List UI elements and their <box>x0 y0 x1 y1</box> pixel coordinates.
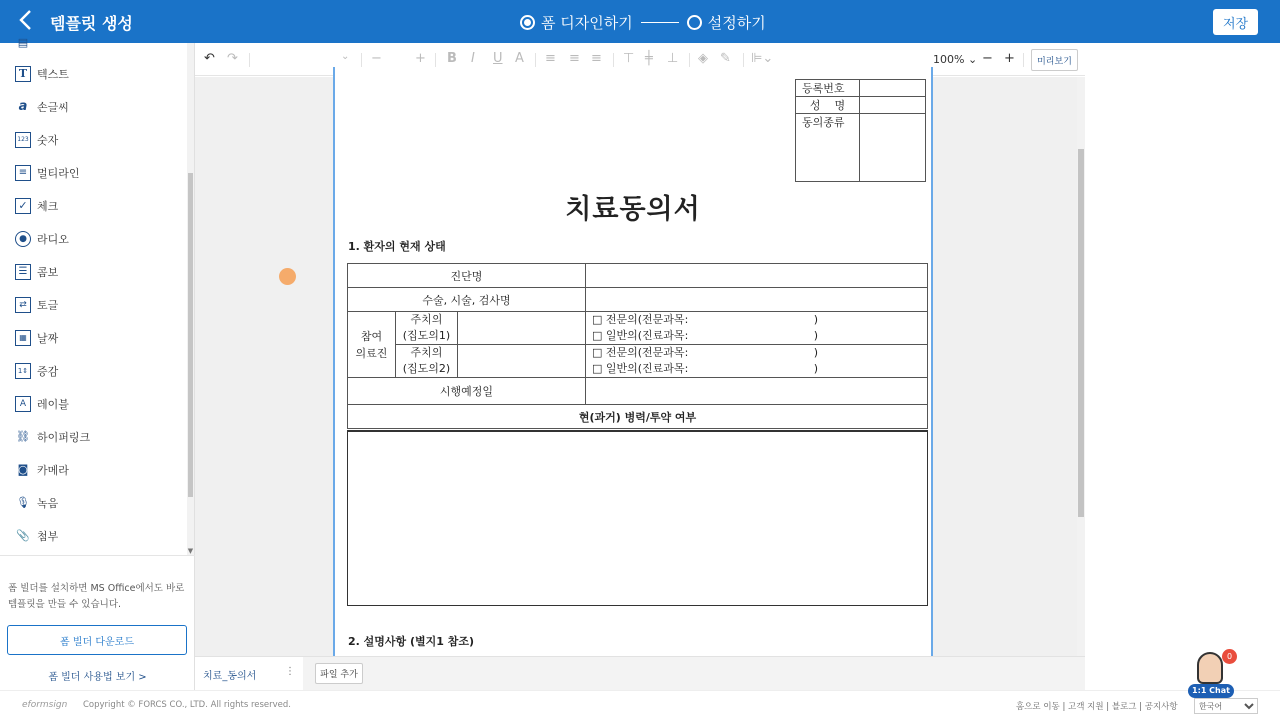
chat-label: 1:1 Chat <box>1188 684 1234 698</box>
toolbar-divider <box>535 53 536 67</box>
attending1-label: 주치의 (집도의1) <box>396 312 458 345</box>
attending2-field[interactable] <box>458 345 586 378</box>
component-item-toggle[interactable] <box>0 288 186 321</box>
step2-radio-icon[interactable] <box>687 15 702 30</box>
fill-color-icon[interactable]: ◈ <box>698 51 708 66</box>
canvas-scrollbar[interactable] <box>1077 77 1085 656</box>
calendar-icon: ▦ <box>15 330 31 346</box>
pointer-indicator <box>279 268 296 285</box>
valign-middle-icon[interactable]: ╪ <box>645 51 653 66</box>
redo-icon[interactable]: ↷ <box>227 51 238 66</box>
zoom-level[interactable]: 100% ⌄ <box>933 53 978 66</box>
attending1-type <box>586 312 928 345</box>
scheduled-date-label: 시행예정일 <box>348 378 586 405</box>
valign-top-icon[interactable]: ⊤ <box>623 51 635 66</box>
form-builder-download-button[interactable]: 폼 빌더 다운로드 <box>7 625 187 655</box>
form-builder-guide-link[interactable]: 폼 빌더 사용법 보기 > <box>48 672 147 683</box>
history-field[interactable] <box>347 430 928 606</box>
general-checkbox-label[interactable]: □ 일반의(진료과목: <box>592 329 689 342</box>
font-select-chevron-icon[interactable]: ⌄ <box>341 51 350 62</box>
save-button[interactable]: 저장 <box>1213 9 1258 35</box>
chat-badge: 0 <box>1222 649 1237 664</box>
top-bar <box>0 0 1280 43</box>
page-title: 템플릿 생성 <box>50 14 133 33</box>
radio-icon: ● <box>15 231 31 247</box>
surgery-field[interactable] <box>586 288 928 312</box>
step1-radio-icon[interactable] <box>520 15 535 30</box>
surgery-label: 수술, 시술, 검사명 <box>348 288 586 312</box>
toolbar-divider <box>613 53 614 67</box>
component-item-radio[interactable] <box>0 222 186 255</box>
component-item-label[interactable] <box>0 387 186 420</box>
component-label: 숫자 <box>37 133 59 147</box>
general-checkbox-label[interactable]: □ 일반의(진료과목: <box>592 362 689 375</box>
attending2-type <box>586 345 928 378</box>
component-item-attachment[interactable] <box>0 519 186 552</box>
align-left-icon[interactable]: ≡ <box>545 51 556 66</box>
handwriting-icon: a <box>18 99 28 114</box>
diagnosis-label: 진단명 <box>348 264 586 288</box>
component-item-handwriting[interactable] <box>0 90 186 123</box>
section1-heading: 1. 환자의 현재 상태 <box>348 240 446 253</box>
component-item-recording[interactable] <box>0 486 186 519</box>
combo-icon: ☰ <box>15 264 31 280</box>
component-label: 첨부 <box>37 529 59 543</box>
add-file-button[interactable]: 파일 추가 <box>315 663 363 684</box>
component-label: 텍스트 <box>37 67 69 81</box>
number-icon: 123 <box>15 132 31 148</box>
close-paren: ) <box>813 313 818 326</box>
partial-icon: ▤ <box>17 36 29 49</box>
toolbar-divider <box>361 53 362 67</box>
component-item-combo[interactable] <box>0 255 186 288</box>
font-size-increase-icon[interactable]: + <box>415 51 426 66</box>
chat-avatar-icon <box>1197 652 1223 684</box>
toolbar-divider <box>743 53 744 67</box>
underline-icon[interactable]: U <box>493 51 503 66</box>
registration-table <box>795 79 926 182</box>
undo-icon[interactable]: ↶ <box>204 51 215 66</box>
reg-number-label: 등록번호 <box>796 80 860 97</box>
align-center-icon[interactable]: ≡ <box>569 51 580 66</box>
component-label: 멀티라인 <box>37 166 80 180</box>
specialist-checkbox-label[interactable]: □ 전문의(전문과목: <box>592 313 689 326</box>
reg-name-label: 성 명 <box>796 97 860 114</box>
component-label: 하이퍼링크 <box>37 430 91 444</box>
reg-name-field[interactable] <box>860 97 926 114</box>
document-page[interactable] <box>333 67 933 667</box>
component-item-camera[interactable] <box>0 453 186 486</box>
component-label: 녹음 <box>37 496 59 510</box>
step1-label[interactable]: 폼 디자인하기 <box>541 14 633 32</box>
component-item-text[interactable] <box>0 57 186 90</box>
camera-icon: ◙ <box>17 463 29 476</box>
component-label: 증감 <box>37 364 59 378</box>
font-color-icon[interactable]: A <box>515 51 524 66</box>
component-label: 레이블 <box>37 397 69 411</box>
align-objects-icon[interactable]: ⊫⌄ <box>751 51 774 66</box>
component-item-partial[interactable] <box>0 26 186 59</box>
consent-type-label: 동의종류 <box>796 114 860 182</box>
bold-icon[interactable]: B <box>447 51 457 66</box>
sidebar-scrollbar[interactable] <box>187 43 194 555</box>
file-tab[interactable] <box>195 657 303 691</box>
copyright-text: Copyright © FORCS CO., LTD. All rights reserved. <box>83 700 292 710</box>
file-tab-label: 치료_동의서 <box>203 671 257 682</box>
label-icon: A <box>15 396 31 412</box>
checkbox-icon: ✓ <box>15 198 31 214</box>
sidebar-divider <box>0 555 195 556</box>
form-builder-note: 폼 빌더를 설치하면 MS Office에서도 바로 템플릿을 만들 수 있습니다. <box>8 583 185 610</box>
more-options-icon[interactable]: ⋮ <box>285 666 295 677</box>
toolbar-divider <box>1023 53 1024 67</box>
component-sidebar <box>0 36 195 691</box>
close-paren: ) <box>813 346 818 359</box>
patient-status-table <box>347 263 928 429</box>
toolbar-divider <box>249 53 250 67</box>
component-label: 토글 <box>37 298 59 312</box>
component-item-multiline[interactable] <box>0 156 186 189</box>
language-select[interactable] <box>1194 698 1258 714</box>
component-label: 콤보 <box>37 265 59 279</box>
footer-links[interactable]: 홈으로 이동 | 고객 지원 | 블로그 | 공지사항 <box>1016 702 1178 712</box>
toggle-icon: ⇄ <box>15 297 31 313</box>
component-item-number[interactable] <box>0 123 186 156</box>
scroll-down-icon[interactable]: ▼ <box>187 547 194 555</box>
footer <box>0 690 1280 720</box>
file-tab-bar <box>195 656 1085 690</box>
attending2-label: 주치의 (집도의2) <box>396 345 458 378</box>
zoom-value: 100% <box>933 53 965 66</box>
component-label: 카메라 <box>37 463 69 477</box>
chat-widget[interactable] <box>1187 648 1235 700</box>
reg-number-field[interactable] <box>860 80 926 97</box>
consent-type-field[interactable] <box>860 114 926 182</box>
component-label: 라디오 <box>37 232 69 246</box>
component-label: 손글씨 <box>37 100 69 114</box>
preview-button[interactable]: 미리보기 <box>1031 49 1078 71</box>
microphone-icon: 🎙 <box>16 496 30 509</box>
component-label: 체크 <box>37 199 59 213</box>
sidebar-scroll-thumb[interactable] <box>188 173 193 497</box>
close-paren: ) <box>813 329 818 342</box>
component-item-stepper[interactable] <box>0 354 186 387</box>
text-icon: T <box>15 66 31 82</box>
close-paren: ) <box>813 362 818 375</box>
link-icon: ⛓ <box>16 430 30 443</box>
canvas-scroll-thumb[interactable] <box>1078 149 1084 517</box>
component-item-check[interactable] <box>0 189 186 222</box>
specialist-checkbox-label[interactable]: □ 전문의(전문과목: <box>592 346 689 359</box>
toolbar-divider <box>435 53 436 67</box>
document-title: 치료동의서 <box>565 194 701 225</box>
step-connector <box>641 22 679 23</box>
step-indicator <box>520 12 766 33</box>
toolbar-divider <box>689 53 690 67</box>
section2-heading: 2. 설명사항 (별지1 참조) <box>348 635 475 648</box>
history-heading: 현(과거) 병력/투약 여부 <box>348 405 928 429</box>
component-item-date[interactable] <box>0 321 186 354</box>
component-item-hyperlink[interactable] <box>0 420 186 453</box>
multiline-icon: ≡ <box>15 165 31 181</box>
zoom-in-icon[interactable]: + <box>1004 51 1015 66</box>
brand-logo: eformsign <box>22 700 68 710</box>
zoom-out-icon[interactable]: − <box>982 51 993 66</box>
border-edit-icon[interactable]: ✎ <box>720 51 731 66</box>
editor-canvas[interactable] <box>195 77 1085 656</box>
font-size-decrease-icon[interactable]: − <box>371 51 382 66</box>
step2-label[interactable]: 설정하기 <box>707 14 766 32</box>
attending1-field[interactable] <box>458 312 586 345</box>
stepper-icon: 1⇕ <box>15 363 31 379</box>
scheduled-date-field[interactable] <box>586 378 928 405</box>
medical-staff-label: 참여 의료진 <box>348 312 396 378</box>
align-right-icon[interactable]: ≡ <box>591 51 602 66</box>
attachment-icon: 📎 <box>16 529 30 542</box>
diagnosis-field[interactable] <box>586 264 928 288</box>
component-label: 날짜 <box>37 331 59 345</box>
component-list <box>0 36 186 555</box>
valign-bottom-icon[interactable]: ⊥ <box>667 51 679 66</box>
italic-icon[interactable]: I <box>471 51 475 66</box>
